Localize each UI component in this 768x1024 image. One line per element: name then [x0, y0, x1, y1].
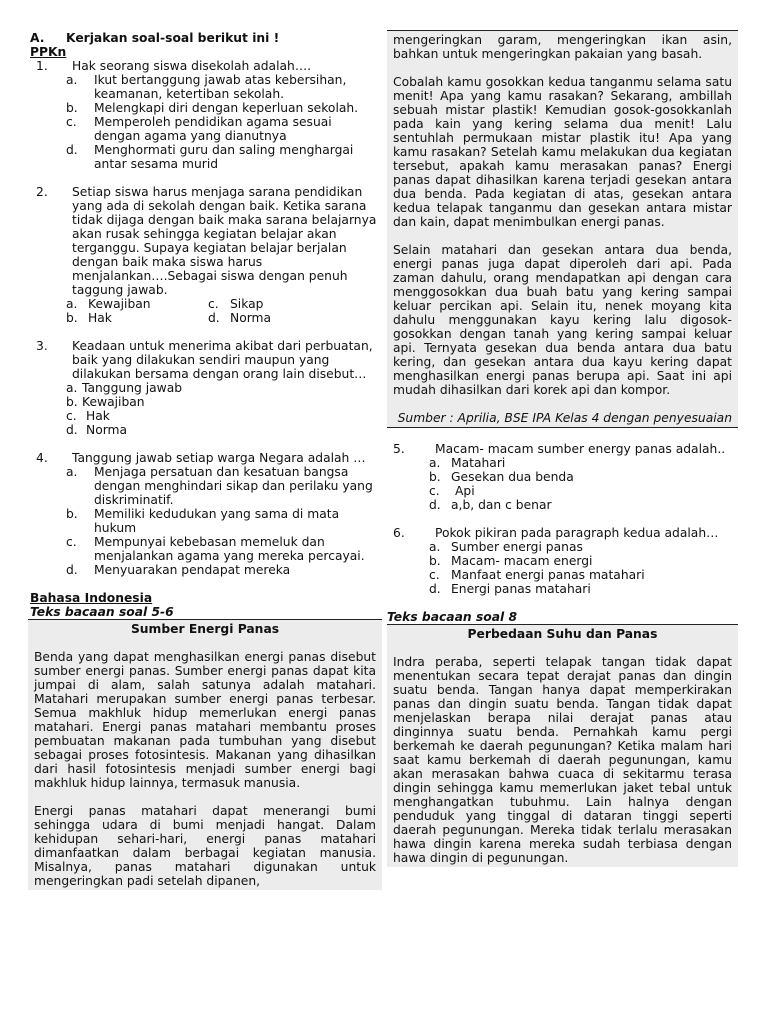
option-letter: c.	[66, 115, 77, 129]
option-text: Manfaat energi panas matahari	[451, 568, 645, 582]
option	[30, 143, 380, 171]
option	[387, 568, 738, 582]
option-text: Menghormati guru dan saling menghargai antar sesama murid	[94, 143, 354, 171]
section-title: Kerjakan soal-soal berikut ini !	[66, 31, 280, 45]
question-text: Hak seorang siswa disekolah adalah….	[72, 59, 312, 73]
option	[387, 470, 738, 484]
option-text: Hak	[86, 409, 110, 423]
option-letter: b.	[429, 470, 441, 484]
reading-title: Perbedaan Suhu dan Panas	[467, 627, 658, 641]
option	[387, 498, 738, 512]
option-grid	[30, 297, 380, 325]
option-letter: d.	[429, 498, 441, 512]
option-letter: b.	[66, 311, 78, 325]
option-text: Sikap	[230, 297, 264, 311]
option-letter: a.	[66, 73, 78, 87]
option-text: Memiliki kedudukan yang sama di mata hukum	[94, 507, 340, 535]
option-text: Sumber energi panas	[451, 540, 583, 554]
question-4	[30, 451, 380, 465]
option-text: Ikut bertanggung jawab atas kebersihan, keamanan, ketertiban sekolah.	[94, 73, 347, 101]
option-letter: b.	[66, 395, 78, 409]
question-3	[30, 339, 380, 381]
reading-paragraph: Benda yang dapat menghasilkan energi panas disebut sumber energi panas. Sumber energi panas dapat kita jumpai di alam, salah satunya adalah matahari. Matahari merupakan sumber energi panas terbesar. Semua makhluk hidup memerlukan energi panas matahari. Energi panas matahari membantu proses pembuatan makanan pada tumbuhan yang disebut sebagai proses fotosintesis. Makanan yang dihasilkan dari hasil fotosintesis menjadi sumber energi bagi makhluk hidup lainnya, termasuk manusia.	[34, 650, 376, 790]
option	[66, 311, 208, 325]
option	[30, 101, 380, 115]
option	[208, 311, 380, 325]
reading-box-sumber-energi	[28, 619, 382, 890]
option-letter: b.	[429, 554, 441, 568]
reading-box-continued	[387, 30, 738, 428]
option-letter: c.	[429, 568, 440, 582]
reading-label-8: Teks bacaan soal 8	[387, 610, 518, 624]
question-text: Tanggung jawab setiap warga Negara adalah …	[72, 451, 366, 465]
option	[30, 409, 380, 423]
option	[30, 395, 380, 409]
question-5	[387, 442, 738, 456]
question-text: Setiap siswa harus menjaga sarana pendidikan yang ada di sekolah dengan baik. Ketika sarana tidak dijaga dengan baik maka sarana belajarnya akan rusak sehingga kegiatan belajar akan terganggu. Supaya kegiatan belajar berjalan dengan baik maka siswa harus menjalankan….Sebagai siswa dengan penuh taggung jawab.	[72, 185, 377, 297]
option-text: Menjaga persatuan dan kesatuan bangsa dengan menghindari sikap dan perilaku yang diskriminatif.	[94, 465, 373, 507]
option-letter: b.	[66, 507, 78, 521]
question-number: 5.	[393, 442, 405, 456]
question-text: Keadaan untuk menerima akibat dari perbuatan, baik yang dilakukan sendiri maupun yang dilakukan bersama dengan orang lain disebut…	[72, 339, 373, 381]
question-1	[30, 59, 380, 73]
question-text: Macam- macam sumber energy panas adalah..	[435, 442, 726, 456]
reading-paragraph: mengeringkan garam, mengeringkan ikan asin, bahkan untuk mengeringkan pakaian yang basah.	[393, 33, 732, 61]
option	[30, 535, 380, 563]
option	[30, 73, 380, 101]
section-number: A.	[30, 31, 45, 45]
option-letter: a.	[429, 540, 441, 554]
option	[66, 297, 208, 311]
option-text: Matahari	[451, 456, 506, 470]
option	[30, 423, 380, 437]
question-number: 2.	[36, 185, 48, 199]
option-letter: a.	[66, 297, 78, 311]
option-letter: d.	[66, 143, 78, 157]
option	[387, 582, 738, 596]
reading-source: Sumber : Aprilia, BSE IPA Kelas 4 dengan penyesuaian	[397, 411, 732, 425]
question-number: 1.	[36, 59, 48, 73]
option-text: a,b, dan c benar	[451, 498, 552, 512]
reading-paragraph: Selain matahari dan gesekan antara dua benda, energi panas juga dapat diperoleh dari api. Pada zaman dahulu, orang mendapatkan api dengan cara menggosokkan dua buah batu yang kering sampai keluar percikan api. Selain itu, nenek moyang kita dahulu menggunakan kayu kering lalu digosok-gosokkan dengan tanah yang kering sampai keluar api. Ternyata gesekan dua benda antara dua batu kering, dan gesekan antara dua kayu kering dapat menghasilkan energi panas berupa api. Saat ini api mudah dihasilkan dari korek api dan kompor.	[393, 243, 732, 397]
section-heading	[30, 31, 380, 45]
option	[208, 297, 380, 311]
reading-box-suhu-panas	[387, 624, 738, 867]
reading-paragraph: Indra peraba, seperti telapak tangan tidak dapat menentukan secara tepat derajat panas dan dingin suatu benda. Tangan hanya dapat memperkirakan panas dan dingin suatu benda. Tangan tidak dapat menjelaskan berapa nilai derajat panas atau dinginnya suatu benda. Pernahkah kamu pergi berkemah ke daerah pegunungan? Ketika malam hari saat kamu berkemah di daerah pegunungan, kamu akan merasakan bahwa cuaca di sekitarmu terasa dingin sehingga kamu memerlukan jaket tebal untuk menghangatkan tubuhmu. Lain halnya dengan penduduk yang tinggal di dataran tinggi seperti daerah pegunungan. Mereka tidak terlalu merasakan hawa dingin karena mereka sudah terbiasa dengan hawa dingin di pegunungan.	[393, 655, 732, 865]
option-letter: a.	[429, 456, 441, 470]
option-text: Norma	[86, 423, 128, 437]
option	[30, 507, 380, 535]
option-text: Api	[455, 484, 475, 498]
option	[387, 540, 738, 554]
question-text: Pokok pikiran pada paragraph kedua adalah…	[435, 526, 719, 540]
option-text: Energi panas matahari	[451, 582, 591, 596]
option	[387, 484, 738, 498]
question-number: 4.	[36, 451, 48, 465]
option-text: Norma	[230, 311, 272, 325]
option	[30, 115, 380, 143]
question-2	[30, 185, 380, 297]
question-number: 6.	[393, 526, 405, 540]
subject-ppkn: PPKn	[30, 45, 67, 59]
option-text: Kewajiban	[88, 297, 151, 311]
option-text: Macam- macam energi	[451, 554, 593, 568]
option-text: Mempunyai kebebasan memeluk dan menjalankan agama yang mereka percayai.	[94, 535, 365, 563]
option-letter: d.	[66, 563, 78, 577]
option	[387, 456, 738, 470]
option-letter: b.	[66, 101, 78, 115]
option	[30, 381, 380, 395]
option	[30, 465, 380, 507]
option-text: Kewajiban	[82, 395, 145, 409]
question-number: 3.	[36, 339, 48, 353]
question-6	[387, 526, 738, 540]
option-letter: c.	[66, 409, 77, 423]
option	[30, 563, 380, 577]
option-letter: c.	[429, 484, 440, 498]
reading-paragraph: Energi panas matahari dapat menerangi bumi sehingga udara di bumi menjadi hangat. Dalam kehidupan sehari-hari, energi panas matahari dimanfaatkan dalam berbagai kegiatan manusia. Misalnya, panas matahari digunakan untuk mengeringkan padi setelah dipanen,	[34, 804, 376, 888]
reading-label-5-6: Teks bacaan soal 5-6	[30, 605, 174, 619]
reading-title: Sumber Energi Panas	[130, 622, 280, 636]
option-letter: a.	[66, 381, 78, 395]
subject-bahasa-indonesia: Bahasa Indonesia	[30, 591, 153, 605]
option-text: Hak	[88, 311, 112, 325]
option-letter: d.	[429, 582, 441, 596]
option-text: Tanggung jawab	[82, 381, 183, 395]
option-text: Melengkapi diri dengan keperluan sekolah.	[94, 101, 359, 115]
option-text: Menyuarakan pendapat mereka	[94, 563, 291, 577]
option-letter: d.	[66, 423, 78, 437]
option-text: Gesekan dua benda	[451, 470, 574, 484]
option-text: Memperoleh pendidikan agama sesuai dengan agama yang dianutnya	[94, 115, 332, 143]
reading-paragraph: Cobalah kamu gosokkan kedua tanganmu selama satu menit! Apa yang kamu rasakan? Sekarang, ambillah sebuah mistar plastik! Kemudian gosok-gosokkanlah pada kain yang kering selama dua menit! Lalu sentuhlah permukaan mistar plastik itu! Apa yang kamu rasakan? Setelah kamu melakukan dua kegiatan tersebut, apakah kamu merasakan panas? Energi panas dapat dihasilkan karena terjadi gesekan antara dua benda. Pada kegiatan di atas, gesekan antara kedua telapak tanganmu dan gesekan antara mistar dan kain, dapat menimbulkan energi panas.	[393, 75, 732, 229]
option-letter: a.	[66, 465, 78, 479]
option-letter: c.	[208, 297, 219, 311]
option	[387, 554, 738, 568]
right-column	[387, 0, 738, 867]
left-column	[30, 0, 380, 890]
option-letter: c.	[66, 535, 77, 549]
option-letter: d.	[208, 311, 220, 325]
